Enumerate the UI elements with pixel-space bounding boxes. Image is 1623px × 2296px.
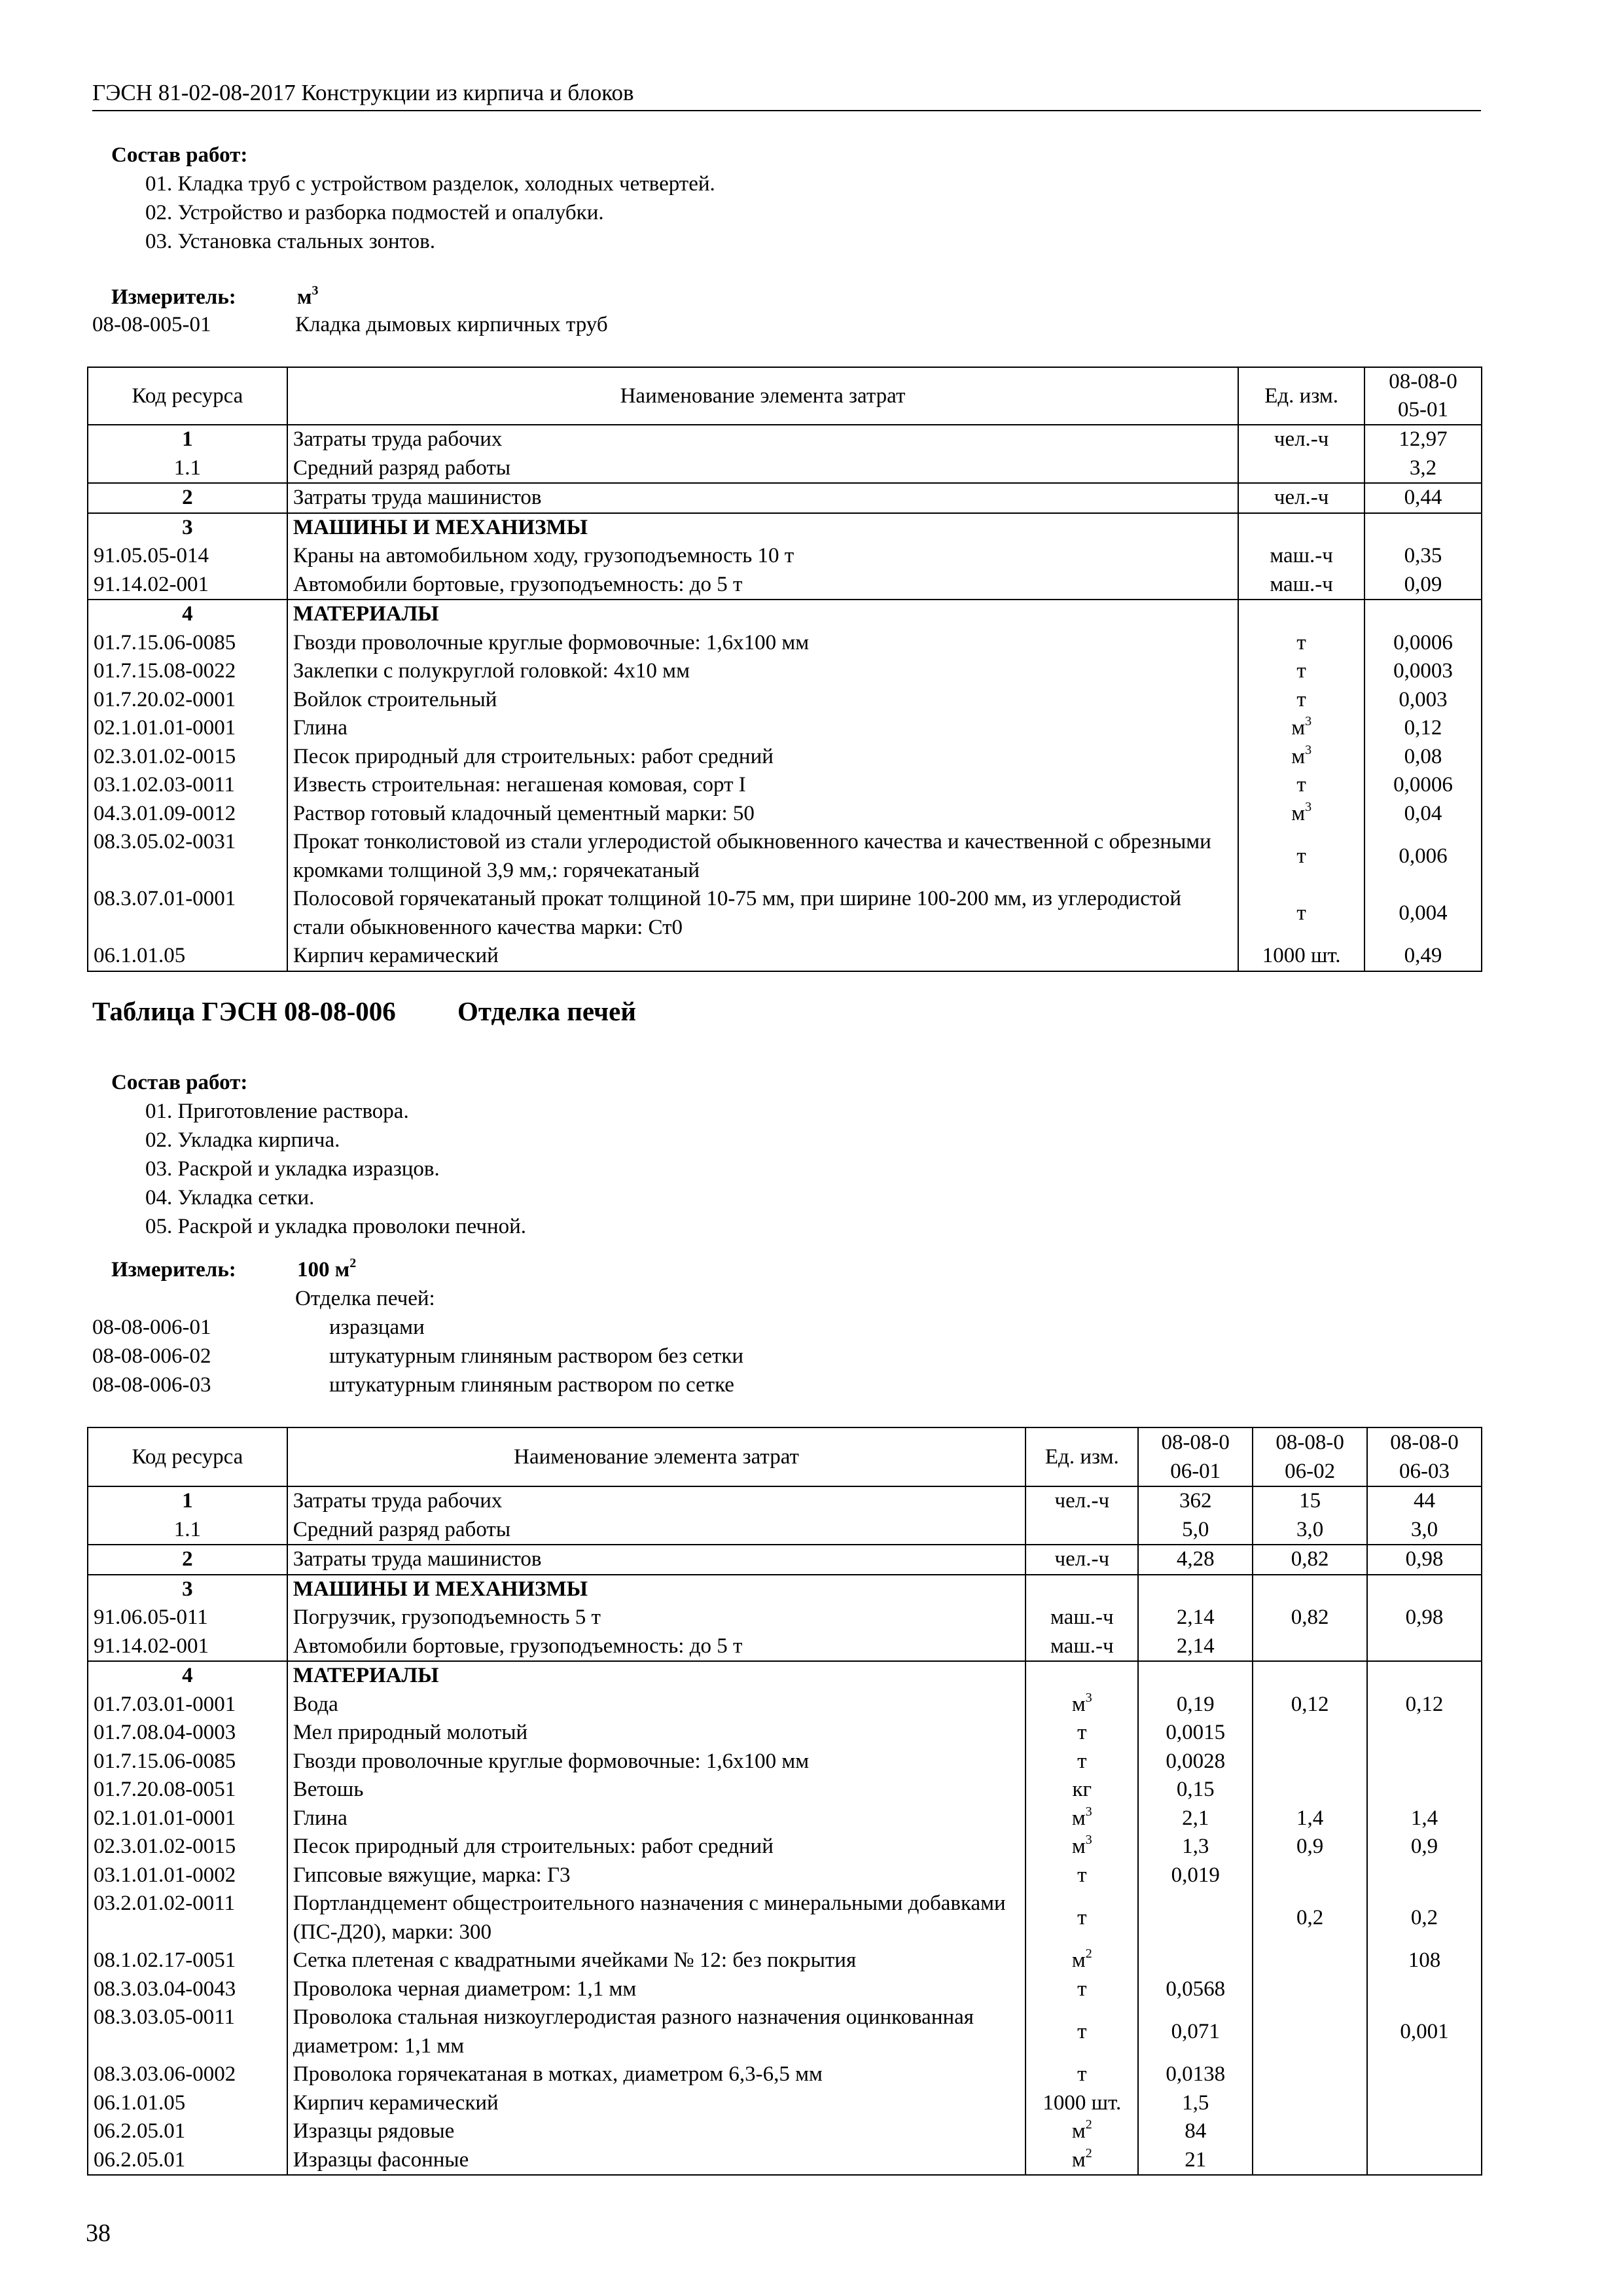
unit: маш.-ч bbox=[1026, 1604, 1138, 1632]
resource-code: 01.7.08.04-0003 bbox=[88, 1719, 287, 1748]
work-item: 04. Укладка сетки. bbox=[145, 1186, 315, 1210]
unit: чел.-ч bbox=[1026, 1486, 1138, 1516]
unit: т bbox=[1238, 629, 1364, 658]
work-item: 05. Раскрой и укладка проволоки печной. bbox=[145, 1215, 527, 1238]
page-number: 38 bbox=[86, 2219, 111, 2247]
group-title: Отделка печей: bbox=[295, 1287, 435, 1310]
resource-code: 06.1.01.05 bbox=[88, 942, 287, 971]
resource-code: 02.1.01.01-0001 bbox=[88, 1804, 287, 1833]
norm-value-1: 2,14 bbox=[1138, 1604, 1253, 1632]
resource-name: Песок природный для строительных: работ средний bbox=[287, 743, 1238, 772]
col-header: 08-08-006-01 bbox=[1138, 1427, 1253, 1486]
norm-value-3: 44 bbox=[1367, 1486, 1482, 1516]
norm-value-1: 2,14 bbox=[1138, 1632, 1253, 1662]
table-row bbox=[88, 2060, 1482, 2089]
col-header: Наименование элемента затрат bbox=[287, 1427, 1026, 1486]
norm-value-2 bbox=[1253, 1575, 1367, 1604]
resource-name: Ветошь bbox=[287, 1776, 1026, 1804]
norm-value-1: 0,0003 bbox=[1364, 657, 1482, 686]
resource-name: МАТЕРИАЛЫ bbox=[287, 1661, 1026, 1691]
resource-name: Мел природный молотый bbox=[287, 1719, 1026, 1748]
table-row bbox=[88, 1661, 1482, 1691]
unit: $м^2$ bbox=[1026, 2146, 1138, 2176]
norm-value-2 bbox=[1253, 1975, 1367, 2004]
norm-value-1: 0,0006 bbox=[1364, 771, 1482, 800]
table-row bbox=[88, 1516, 1482, 1545]
table-row bbox=[88, 1890, 1482, 1946]
norm-value-2: 1,4 bbox=[1253, 1804, 1367, 1833]
resource-code: 03.2.01.02-0011 bbox=[88, 1890, 287, 1946]
resource-name: МАТЕРИАЛЫ bbox=[287, 600, 1238, 629]
norm-value-1: 21 bbox=[1138, 2146, 1253, 2176]
unit bbox=[1238, 600, 1364, 629]
resource-code: 06.2.05.01 bbox=[88, 2146, 287, 2176]
meter-value: $м^3$ bbox=[297, 283, 319, 309]
norm-value-3: 0,98 bbox=[1367, 1604, 1482, 1632]
table-row bbox=[88, 1748, 1482, 1776]
unit: маш.-ч bbox=[1238, 542, 1364, 571]
unit: $м^3$ bbox=[1026, 1691, 1138, 1719]
resource-name: Краны на автомобильном ходу, грузоподъемность 10 т bbox=[287, 542, 1238, 571]
norm-value-1: 362 bbox=[1138, 1486, 1253, 1516]
unit: кг bbox=[1026, 1776, 1138, 1804]
norm-value-1: 0,0028 bbox=[1138, 1748, 1253, 1776]
running-header: ГЭСН 81-02-08-2017 Конструкции из кирпича и блоков bbox=[92, 76, 1481, 111]
table-row bbox=[88, 828, 1482, 885]
norm-value-2 bbox=[1253, 1946, 1367, 1975]
col-header: 08-08-005-01 bbox=[1364, 367, 1482, 425]
unit bbox=[1026, 1516, 1138, 1545]
norm-value-1: 0,09 bbox=[1364, 571, 1482, 600]
norm-value-1: 0,019 bbox=[1138, 1861, 1253, 1890]
norm-value-3 bbox=[1367, 1575, 1482, 1604]
table-row bbox=[88, 1776, 1482, 1804]
norm-value-1: 12,97 bbox=[1364, 425, 1482, 454]
resource-name: Песок природный для строительных: работ средний bbox=[287, 1833, 1026, 1861]
resource-name: Изразцы рядовые bbox=[287, 2117, 1026, 2146]
resource-name: Сетка плетеная с квадратными ячейками № 12: без покрытия bbox=[287, 1946, 1026, 1975]
unit: т bbox=[1238, 657, 1364, 686]
work-item: 03. Установка стальных зонтов. bbox=[145, 230, 436, 253]
norm-title: Кладка дымовых кирпичных труб bbox=[295, 313, 608, 336]
norm-value-2 bbox=[1253, 1748, 1367, 1776]
norm-value-1: 0,04 bbox=[1364, 800, 1482, 829]
meter-line-1 bbox=[111, 283, 318, 312]
norm-value-3: 3,0 bbox=[1367, 1516, 1482, 1545]
unit: чел.-ч bbox=[1238, 425, 1364, 454]
resource-code: 01.7.15.06-0085 bbox=[88, 1748, 287, 1776]
norm-value-1: 0,35 bbox=[1364, 542, 1482, 571]
work-label: Состав работ: bbox=[111, 143, 248, 167]
table-row bbox=[88, 714, 1482, 743]
table-row bbox=[88, 629, 1482, 658]
work-item: 02. Устройство и разборка подмостей и опалубки. bbox=[145, 201, 604, 224]
table-row bbox=[88, 743, 1482, 772]
work-item: 01. Кладка труб с устройством разделок, холодных четвертей. bbox=[145, 172, 715, 196]
work-item: 03. Раскрой и укладка изразцов. bbox=[145, 1157, 440, 1181]
table-row bbox=[88, 1804, 1482, 1833]
unit: т bbox=[1026, 1719, 1138, 1748]
table-row bbox=[88, 1833, 1482, 1861]
norm-code: 08-08-006-03 bbox=[92, 1373, 211, 1397]
resource-name: Средний разряд работы bbox=[287, 1516, 1026, 1545]
resource-code: 01.7.20.02-0001 bbox=[88, 686, 287, 715]
resource-name: Известь строительная: негашеная комовая, сорт I bbox=[287, 771, 1238, 800]
resource-name: Погрузчик, грузоподъемность 5 т bbox=[287, 1604, 1026, 1632]
unit bbox=[1238, 454, 1364, 484]
norm-value-3: 0,9 bbox=[1367, 1833, 1482, 1861]
norm-value-1: 4,28 bbox=[1138, 1545, 1253, 1575]
table-title bbox=[92, 992, 636, 1031]
resource-table-2 bbox=[87, 1427, 1482, 2176]
norm-value-1: 3,2 bbox=[1364, 454, 1482, 484]
resource-name: Раствор готовый кладочный цементный марки: 50 bbox=[287, 800, 1238, 829]
norm-value-3: 0,2 bbox=[1367, 1890, 1482, 1946]
resource-code: 3 bbox=[88, 513, 287, 543]
unit: $м^3$ bbox=[1026, 1833, 1138, 1861]
resource-name: Изразцы фасонные bbox=[287, 2146, 1026, 2176]
norm-value-3 bbox=[1367, 1661, 1482, 1691]
norm-value-1: 5,0 bbox=[1138, 1516, 1253, 1545]
norm-value-3 bbox=[1367, 1632, 1482, 1662]
norm-value-1: 0,19 bbox=[1138, 1691, 1253, 1719]
resource-name: Автомобили бортовые, грузоподъемность: до 5 т bbox=[287, 1632, 1026, 1662]
resource-name: Вода bbox=[287, 1691, 1026, 1719]
meter-value: 100 $м^2$ bbox=[297, 1256, 357, 1282]
table-row bbox=[88, 2089, 1482, 2118]
unit: маш.-ч bbox=[1238, 571, 1364, 600]
unit: 1000 шт. bbox=[1026, 2089, 1138, 2118]
unit: т bbox=[1026, 1861, 1138, 1890]
resource-code: 03.1.02.03-0011 bbox=[88, 771, 287, 800]
resource-code: 08.3.03.04-0043 bbox=[88, 1975, 287, 2004]
unit: $м^2$ bbox=[1026, 2117, 1138, 2146]
col-header: Ед. изм. bbox=[1238, 367, 1364, 425]
norm-value-1: 1,3 bbox=[1138, 1833, 1253, 1861]
resource-code: 1.1 bbox=[88, 1516, 287, 1545]
norm-value-3 bbox=[1367, 1776, 1482, 1804]
resource-code: 01.7.03.01-0001 bbox=[88, 1691, 287, 1719]
resource-code: 08.3.03.05-0011 bbox=[88, 2003, 287, 2060]
unit: чел.-ч bbox=[1238, 483, 1364, 513]
resource-code: 91.14.02-001 bbox=[88, 1632, 287, 1662]
table-row bbox=[88, 1545, 1482, 1575]
unit: т bbox=[1238, 885, 1364, 942]
resource-code: 04.3.01.09-0012 bbox=[88, 800, 287, 829]
norm-value-2: 0,2 bbox=[1253, 1890, 1367, 1946]
norm-value-2 bbox=[1253, 1776, 1367, 1804]
resource-code: 2 bbox=[88, 483, 287, 513]
norm-value-1: 0,12 bbox=[1364, 714, 1482, 743]
resource-code: 1 bbox=[88, 425, 287, 454]
norm-value-3 bbox=[1367, 2117, 1482, 2146]
norm-value-1 bbox=[1138, 1946, 1253, 1975]
table-row bbox=[88, 542, 1482, 571]
norm-value-1 bbox=[1138, 1575, 1253, 1604]
table-row bbox=[88, 2146, 1482, 2176]
norm-value-3: 1,4 bbox=[1367, 1804, 1482, 1833]
norm-value-3 bbox=[1367, 1975, 1482, 2004]
unit: $м^3$ bbox=[1238, 743, 1364, 772]
code-list-2 bbox=[92, 1284, 743, 1399]
norm-value-1: 2,1 bbox=[1138, 1804, 1253, 1833]
norm-value-2 bbox=[1253, 1861, 1367, 1890]
unit bbox=[1238, 513, 1364, 543]
norm-value-3 bbox=[1367, 2060, 1482, 2089]
table-row bbox=[88, 571, 1482, 600]
norm-value-3 bbox=[1367, 1748, 1482, 1776]
unit: т bbox=[1026, 2003, 1138, 2060]
unit: $м^3$ bbox=[1238, 800, 1364, 829]
meter-label: Измеритель: bbox=[111, 1258, 236, 1282]
table-row bbox=[88, 885, 1482, 942]
resource-name: Глина bbox=[287, 1804, 1026, 1833]
table-row bbox=[88, 800, 1482, 829]
table-row bbox=[88, 1575, 1482, 1604]
resource-name: Прокат тонколистовой из стали углеродистой обыкновенного качества и качественной с обрезными кромками толщиной 3,9 мм,: горячекатаный bbox=[287, 828, 1238, 885]
norm-value-3 bbox=[1367, 2089, 1482, 2118]
resource-code: 08.3.03.06-0002 bbox=[88, 2060, 287, 2089]
table-row bbox=[88, 2003, 1482, 2060]
resource-name: Затраты труда машинистов bbox=[287, 1545, 1026, 1575]
unit: чел.-ч bbox=[1026, 1545, 1138, 1575]
resource-name: Затраты труда рабочих bbox=[287, 425, 1238, 454]
norm-value-2: 15 bbox=[1253, 1486, 1367, 1516]
work-composition-2 bbox=[111, 1068, 526, 1241]
norm-value-1: 0,003 bbox=[1364, 686, 1482, 715]
table-row bbox=[88, 1861, 1482, 1890]
col-header: Код ресурса bbox=[88, 367, 287, 425]
table-row bbox=[88, 657, 1482, 686]
table-row bbox=[88, 454, 1482, 484]
unit: маш.-ч bbox=[1026, 1632, 1138, 1662]
resource-code: 91.06.05-011 bbox=[88, 1604, 287, 1632]
unit: т bbox=[1026, 1748, 1138, 1776]
table-row bbox=[88, 1604, 1482, 1632]
resource-name: МАШИНЫ И МЕХАНИЗМЫ bbox=[287, 1575, 1026, 1604]
resource-code: 01.7.20.08-0051 bbox=[88, 1776, 287, 1804]
resource-code: 91.05.05-014 bbox=[88, 542, 287, 571]
norm-value-2: 3,0 bbox=[1253, 1516, 1367, 1545]
norm-value-2: 0,82 bbox=[1253, 1545, 1367, 1575]
resource-name: Портландцемент общестроительного назначения с минеральными добавками (ПС-Д20), марки: 300 bbox=[287, 1890, 1026, 1946]
unit: 1000 шт. bbox=[1238, 942, 1364, 971]
resource-name: Автомобили бортовые, грузоподъемность: до 5 т bbox=[287, 571, 1238, 600]
resource-name: Затраты труда машинистов bbox=[287, 483, 1238, 513]
unit: $м^3$ bbox=[1026, 1804, 1138, 1833]
norm-value-3 bbox=[1367, 1861, 1482, 1890]
resource-name: Проволока горячекатаная в мотках, диаметром 6,3-6,5 мм bbox=[287, 2060, 1026, 2089]
table-row bbox=[88, 1632, 1482, 1662]
table-row bbox=[88, 771, 1482, 800]
norm-value-1: 0,0138 bbox=[1138, 2060, 1253, 2089]
norm-value-1: 0,15 bbox=[1138, 1776, 1253, 1804]
resource-name: Глина bbox=[287, 714, 1238, 743]
norm-value-2 bbox=[1253, 2089, 1367, 2118]
norm-value-1: 84 bbox=[1138, 2117, 1253, 2146]
norm-value-2 bbox=[1253, 2146, 1367, 2176]
table-row bbox=[88, 942, 1482, 971]
unit: т bbox=[1026, 1890, 1138, 1946]
norm-code: 08-08-006-02 bbox=[92, 1344, 211, 1368]
unit: т bbox=[1238, 771, 1364, 800]
code-line-1 bbox=[92, 310, 608, 339]
resource-code: 06.1.01.05 bbox=[88, 2089, 287, 2118]
norm-value-1: 0,0568 bbox=[1138, 1975, 1253, 2004]
table-number: Таблица ГЭСН 08-08-006 bbox=[92, 996, 396, 1026]
norm-value-2 bbox=[1253, 2060, 1367, 2089]
norm-code: 08-08-006-01 bbox=[92, 1316, 211, 1339]
col-header: Ед. изм. bbox=[1026, 1427, 1138, 1486]
norm-value-2: 0,12 bbox=[1253, 1691, 1367, 1719]
table-row bbox=[88, 483, 1482, 513]
table-row bbox=[88, 1691, 1482, 1719]
resource-code: 2 bbox=[88, 1545, 287, 1575]
table-row bbox=[88, 425, 1482, 454]
col-header: Код ресурса bbox=[88, 1427, 287, 1486]
norm-value-3: 0,001 bbox=[1367, 2003, 1482, 2060]
resource-code: 08.3.05.02-0031 bbox=[88, 828, 287, 885]
norm-value-1: 0,44 bbox=[1364, 483, 1482, 513]
unit bbox=[1026, 1575, 1138, 1604]
norm-value-2: 0,9 bbox=[1253, 1833, 1367, 1861]
norm-value-1 bbox=[1364, 513, 1482, 543]
norm-value-3: 0,12 bbox=[1367, 1691, 1482, 1719]
norm-value-3: 0,98 bbox=[1367, 1545, 1482, 1575]
resource-name: Заклепки с полукруглой головкой: 4х10 мм bbox=[287, 657, 1238, 686]
col-header: 08-08-006-03 bbox=[1367, 1427, 1482, 1486]
norm-value-1 bbox=[1138, 1890, 1253, 1946]
norm-value-2 bbox=[1253, 1661, 1367, 1691]
unit: т bbox=[1238, 686, 1364, 715]
norm-value-3 bbox=[1367, 1719, 1482, 1748]
norm-value-1: 0,004 bbox=[1364, 885, 1482, 942]
resource-code: 4 bbox=[88, 1661, 287, 1691]
resource-code: 01.7.15.08-0022 bbox=[88, 657, 287, 686]
resource-name: Полосовой горячекатаный прокат толщиной 10-75 мм, при ширине 100-200 мм, из углеродистой стали обыкновенного качества марки: Ст0 bbox=[287, 885, 1238, 942]
resource-code: 08.1.02.17-0051 bbox=[88, 1946, 287, 1975]
norm-title: изразцами bbox=[329, 1316, 425, 1339]
table-row bbox=[88, 2117, 1482, 2146]
table-row bbox=[88, 1486, 1482, 1516]
norm-title: штукатурным глиняным раствором по сетке bbox=[329, 1373, 734, 1397]
unit: т bbox=[1026, 1975, 1138, 2004]
unit: $м^3$ bbox=[1238, 714, 1364, 743]
table-row bbox=[88, 686, 1482, 715]
resource-code: 1.1 bbox=[88, 454, 287, 484]
table-name: Отделка печей bbox=[457, 996, 636, 1026]
table-row bbox=[88, 600, 1482, 629]
resource-code: 02.1.01.01-0001 bbox=[88, 714, 287, 743]
norm-value-1: 0,08 bbox=[1364, 743, 1482, 772]
norm-value-1: 0,006 bbox=[1364, 828, 1482, 885]
resource-code: 06.2.05.01 bbox=[88, 2117, 287, 2146]
resource-name: Средний разряд работы bbox=[287, 454, 1238, 484]
unit: $м^2$ bbox=[1026, 1946, 1138, 1975]
norm-code: 08-08-005-01 bbox=[92, 313, 211, 336]
norm-value-2 bbox=[1253, 1632, 1367, 1662]
resource-name: Гипсовые вяжущие, марка: Г3 bbox=[287, 1861, 1026, 1890]
table-row bbox=[88, 1946, 1482, 1975]
table-row bbox=[88, 1719, 1482, 1748]
unit bbox=[1026, 1661, 1138, 1691]
resource-name: Войлок строительный bbox=[287, 686, 1238, 715]
resource-name: Проволока черная диаметром: 1,1 мм bbox=[287, 1975, 1026, 2004]
norm-title: штукатурным глиняным раствором без сетки bbox=[329, 1344, 744, 1368]
norm-value-1: 0,071 bbox=[1138, 2003, 1253, 2060]
norm-value-1: 0,0006 bbox=[1364, 629, 1482, 658]
meter-label: Измеритель: bbox=[111, 285, 236, 309]
norm-value-1: 0,0015 bbox=[1138, 1719, 1253, 1748]
norm-value-1: 1,5 bbox=[1138, 2089, 1253, 2118]
col-header: Наименование элемента затрат bbox=[287, 367, 1238, 425]
resource-table-1 bbox=[87, 367, 1482, 972]
resource-name: Затраты труда рабочих bbox=[287, 1486, 1026, 1516]
resource-code: 02.3.01.02-0015 bbox=[88, 1833, 287, 1861]
norm-value-1 bbox=[1364, 600, 1482, 629]
resource-code: 01.7.15.06-0085 bbox=[88, 629, 287, 658]
table-row bbox=[88, 1975, 1482, 2004]
col-header: 08-08-006-02 bbox=[1253, 1427, 1367, 1486]
resource-name: Гвозди проволочные круглые формовочные: 1,6х100 мм bbox=[287, 1748, 1026, 1776]
resource-code: 3 bbox=[88, 1575, 287, 1604]
resource-code: 03.1.01.01-0002 bbox=[88, 1861, 287, 1890]
work-item: 01. Приготовление раствора. bbox=[145, 1100, 409, 1123]
norm-value-2 bbox=[1253, 2117, 1367, 2146]
resource-code: 4 bbox=[88, 600, 287, 629]
resource-name: Проволока стальная низкоуглеродистая разного назначения оцинкованная диаметром: 1,1 мм bbox=[287, 2003, 1026, 2060]
norm-value-2: 0,82 bbox=[1253, 1604, 1367, 1632]
norm-value-1 bbox=[1138, 1661, 1253, 1691]
unit: т bbox=[1238, 828, 1364, 885]
resource-code: 91.14.02-001 bbox=[88, 571, 287, 600]
table-row bbox=[88, 513, 1482, 543]
norm-value-3 bbox=[1367, 2146, 1482, 2176]
resource-name: Гвозди проволочные круглые формовочные: 1,6х100 мм bbox=[287, 629, 1238, 658]
resource-name: Кирпич керамический bbox=[287, 942, 1238, 971]
resource-code: 02.3.01.02-0015 bbox=[88, 743, 287, 772]
norm-value-1: 0,49 bbox=[1364, 942, 1482, 971]
norm-value-2 bbox=[1253, 1719, 1367, 1748]
work-composition-1 bbox=[111, 141, 715, 256]
unit: т bbox=[1026, 2060, 1138, 2089]
resource-code: 08.3.07.01-0001 bbox=[88, 885, 287, 942]
norm-value-2 bbox=[1253, 2003, 1367, 2060]
resource-name: Кирпич керамический bbox=[287, 2089, 1026, 2118]
resource-code: 1 bbox=[88, 1486, 287, 1516]
meter-line-2 bbox=[111, 1255, 356, 1284]
work-item: 02. Укладка кирпича. bbox=[145, 1128, 340, 1152]
resource-name: МАШИНЫ И МЕХАНИЗМЫ bbox=[287, 513, 1238, 543]
norm-value-3: 108 bbox=[1367, 1946, 1482, 1975]
work-label: Состав работ: bbox=[111, 1071, 248, 1094]
